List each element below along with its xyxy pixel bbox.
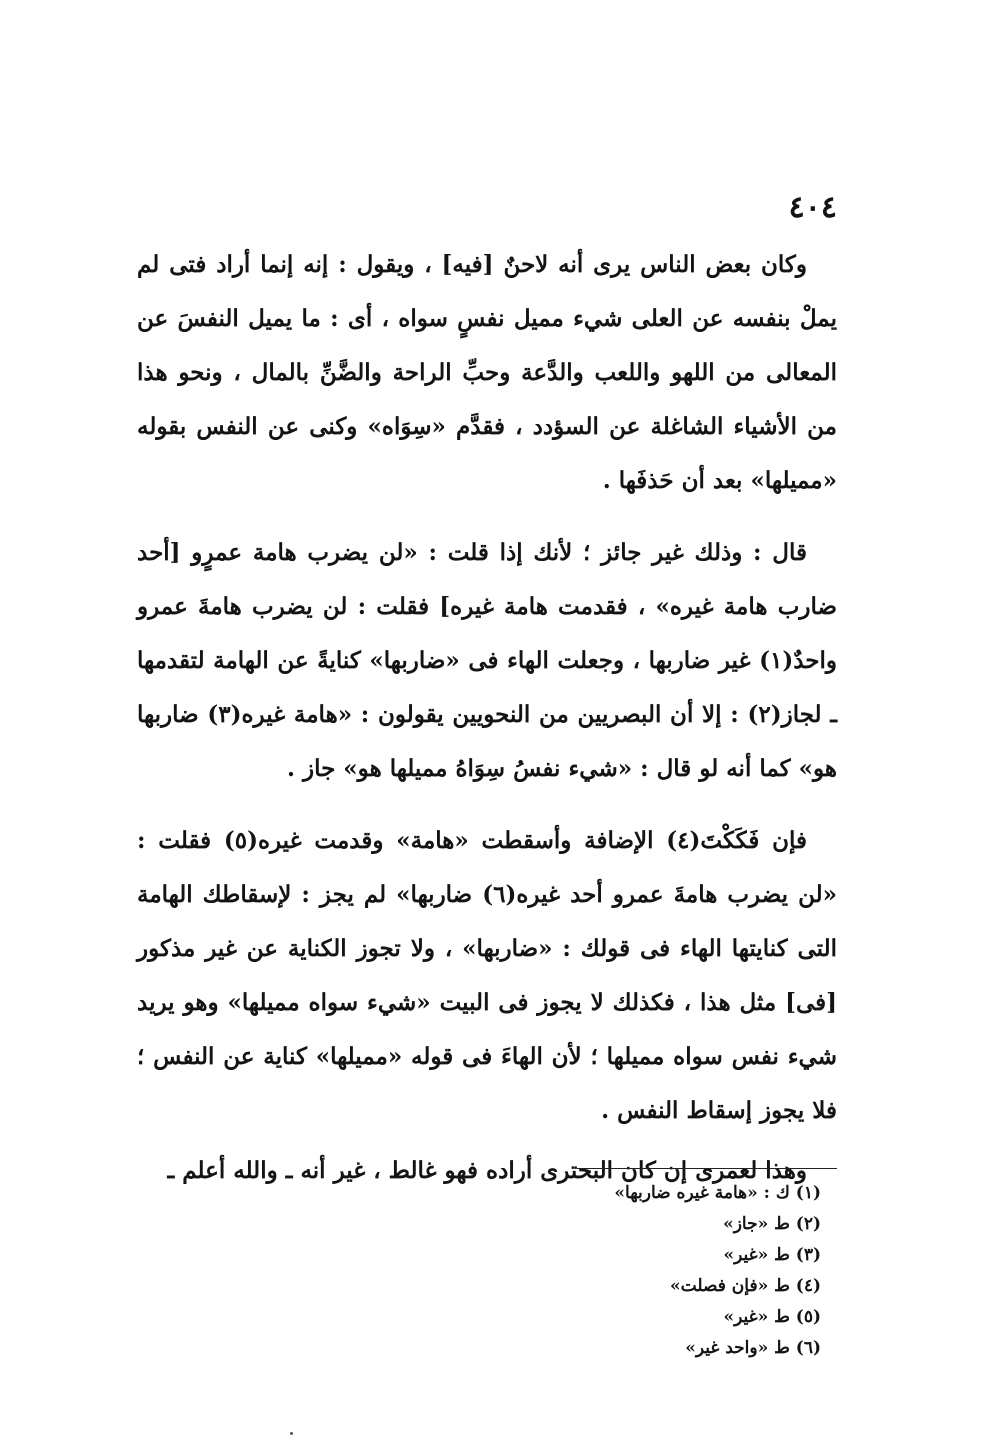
paragraph-1: وكان بعض الناس يرى أنه لاحنٌ [فيه] ، ويقول : إنه إنما أراد فتى لم يملْ بنفسه عن العلى شيء مميل نفسٍ سواه ، أى : ما يميل النفسَ عن المعالى من اللهو واللعب والدَّعة وحبِّ الراحة والضَّنِّ بالمال ، ونحو هذا من الأشياء الشاغلة عن السؤدد ، فقدَّم «سِوَاه» وكنى عن النفس بقوله «مميلها» بعد أن حَذفَها .	[137, 251, 837, 494]
scan-speck	[290, 1432, 293, 1435]
footnote-5: (٥) ط «غير»	[723, 1307, 821, 1327]
footnotes-list	[614, 1178, 821, 1364]
footnote-4: (٤) ط «فإن فصلت»	[670, 1276, 821, 1296]
paragraph-2: قال : وذلك غير جائز ؛ لأنك إذا قلت : «لن يضرب هامة عمرٍو [أحد ضارب هامة غيره» ، فقدمت هامة غيره] فقلت : لن يضرب هامةَ عمرو واحدٌ(١) غير ضاربها ، وجعلت الهاء فى «ضاربها» كنايةً عن الهامة لتقدمها ـ لجاز(٢) : إلا أن البصريين من النحويين يقولون : «هامة غيره(٣) ضاربها هو» كما أنه لو قال : «شيء نفسُ سِوَاهُ مميلها هو» جاز .	[137, 539, 837, 782]
footnote-2: (٢) ط «جاز»	[723, 1214, 821, 1234]
footnote-divider	[577, 1168, 837, 1169]
footnote-1: (١) ك : «هامة غيره ضاربها»	[614, 1183, 821, 1203]
footnote-6: (٦) ط «واحد غير»	[685, 1338, 821, 1358]
page-number: ٤٠٤	[788, 190, 837, 225]
main-text	[137, 238, 837, 1198]
footnote-3: (٣) ط «غير»	[723, 1245, 821, 1265]
paragraph-4: وهذا لعمرى إن كان البحترى أراده فهو غالط ، غير أنه ـ والله أعلم ـ	[167, 1157, 807, 1184]
paragraph-3: فإن فَكَكْتَ(٤) الإضافة وأسقطت «هامة» وقدمت غيره(٥) فقلت : «لن يضرب هامةَ عمرو أحد غيره(٦) ضاربها» لم يجز : لإسقاطك الهامة التى كنايتها الهاء فى قولك : «ضاربها» ، ولا تجوز الكناية عن غير مذكور [فى] مثل هذا ، فكذلك لا يجوز فى البيت «شيء سواه مميلها» وهو يريد شيء نفس سواه مميلها ؛ لأن الهاءَ فى قوله «مميلها» كناية عن النفس ؛ فلا يجوز إسقاط النفس .	[137, 827, 837, 1124]
